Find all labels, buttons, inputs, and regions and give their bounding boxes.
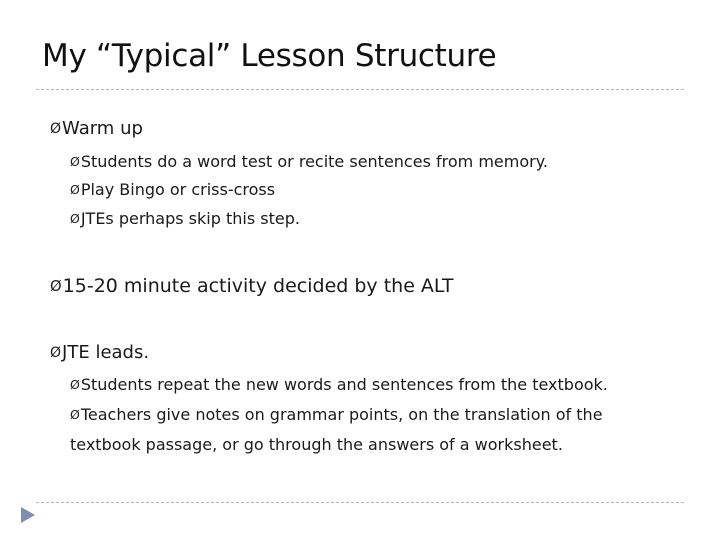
bullet-activity [50,275,454,297]
arrowhead-bullet-icon: Ø [50,278,62,295]
sub-bullet-teachers-notes [70,405,603,424]
title-divider [36,89,684,90]
arrowhead-bullet-icon: Ø [70,182,80,197]
slide-title: My “Typical” Lesson Structure [42,38,497,74]
bullet-jte-leads [50,342,149,363]
bullet-text: 15-20 minute activity decided by the ALT [62,275,454,297]
sub-bullet-students-repeat [70,375,608,394]
bullet-text: JTE leads. [62,342,150,363]
arrowhead-bullet-icon: Ø [50,345,62,361]
sub-bullet-bingo [70,180,275,199]
arrowhead-bullet-icon: Ø [70,377,80,392]
corner-play-icon [20,506,36,524]
bullet-text: Students repeat the new words and sentences from the textbook. [80,375,608,394]
bullet-text: Teachers give notes on grammar points, on the translation of the [80,405,603,424]
bullet-warm-up [50,118,143,139]
arrowhead-bullet-icon: Ø [70,154,80,169]
footer-divider [36,502,684,503]
sub-bullet-word-test [70,152,548,171]
bullet-text: Students do a word test or recite sentences from memory. [80,152,548,171]
sub-bullet-continuation: textbook passage, or go through the answers of a worksheet. [70,435,563,454]
arrowhead-bullet-icon: Ø [70,211,80,226]
sub-bullet-jtes-skip [70,209,300,228]
corner-play-icon-shape [21,507,35,523]
bullet-text: Warm up [62,118,143,139]
bullet-text: JTEs perhaps skip this step. [80,209,300,228]
arrowhead-bullet-icon: Ø [50,121,62,137]
arrowhead-bullet-icon: Ø [70,407,80,422]
bullet-text: Play Bingo or criss-cross [80,180,276,199]
